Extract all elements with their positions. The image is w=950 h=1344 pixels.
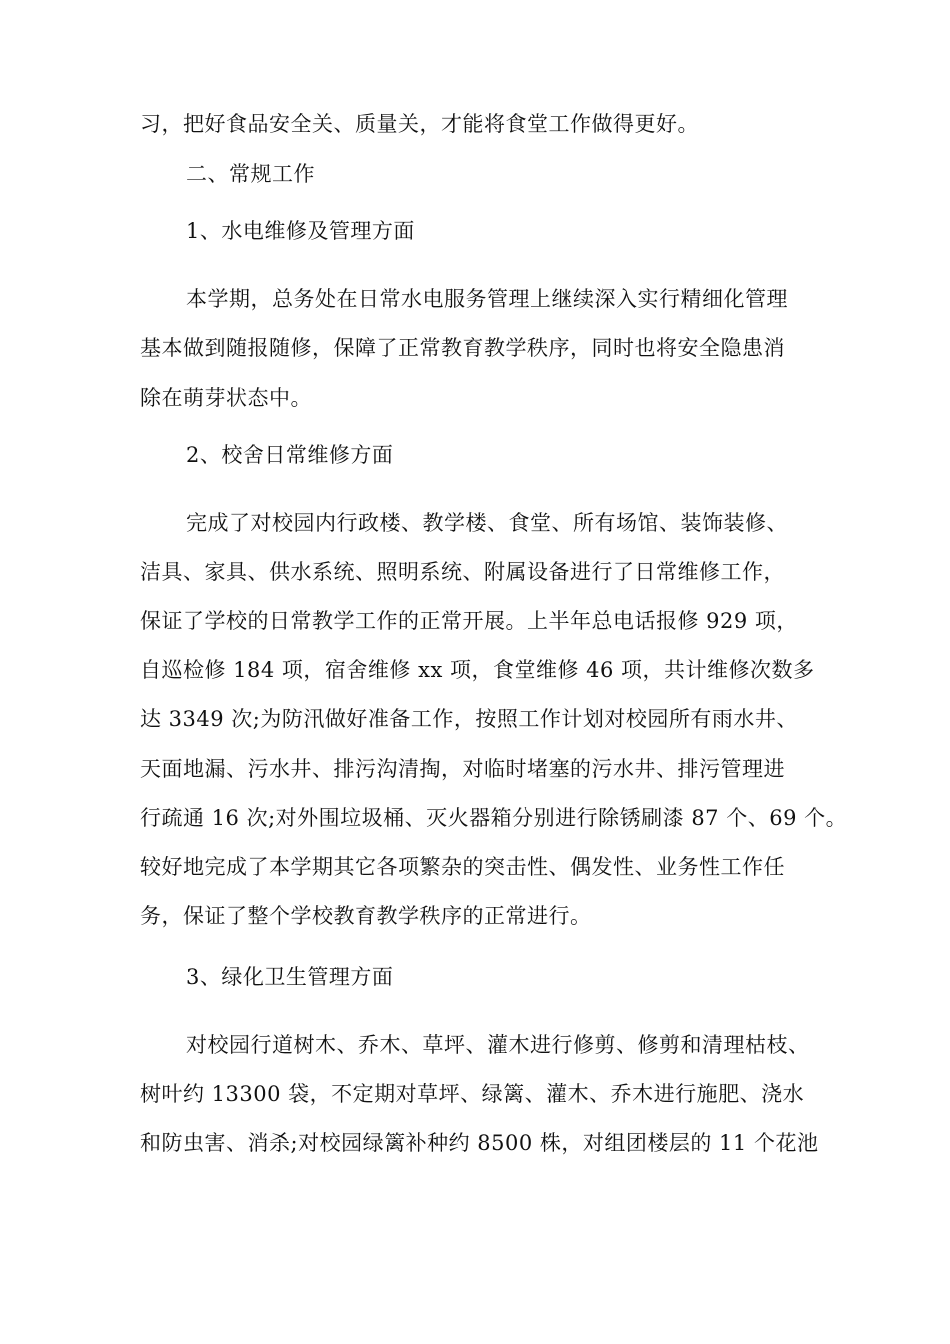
paragraph-line: 对校园行道树木、乔木、草坪、灌木进行修剪、修剪和清理枯枝、 [186, 1033, 810, 1057]
paragraph-line: 较好地完成了本学期其它各项繁杂的突击性、偶发性、业务性工作任 [140, 855, 785, 879]
paragraph-line: 务，保证了整个学校教育教学秩序的正常进行。 [140, 904, 592, 928]
paragraph-line: 自巡检修 184 项，宿舍维修 xx 项，食堂维修 46 项，共计维修次数多 [140, 658, 815, 682]
paragraph-line: 保证了学校的日常教学工作的正常开展。上半年总电话报修 929 项， [140, 609, 798, 633]
subsection-heading: 3、绿化卫生管理方面 [186, 965, 394, 989]
paragraph-line: 除在萌芽状态中。 [140, 386, 312, 410]
paragraph-line: 洁具、家具、供水系统、照明系统、附属设备进行了日常维修工作， [140, 560, 785, 584]
paragraph-line: 达 3349 次;为防汛做好准备工作，按照工作计划对校园所有雨水井、 [140, 707, 798, 731]
paragraph-line: 完成了对校园内行政楼、教学楼、食堂、所有场馆、装饰装修、 [186, 511, 788, 535]
paragraph-line: 本学期，总务处在日常水电服务管理上继续深入实行精细化管理 [186, 287, 788, 311]
paragraph-line: 天面地漏、污水井、排污沟清掏，对临时堵塞的污水井、排污管理进 [140, 757, 785, 781]
paragraph-line: 和防虫害、消杀;对校园绿篱补种约 8500 株，对组团楼层的 11 个花池 [140, 1131, 819, 1155]
paragraph-line: 习，把好食品安全关、质量关，才能将食堂工作做得更好。 [140, 112, 699, 136]
paragraph-line: 树叶约 13300 袋，不定期对草坪、绿篱、灌木、乔木进行施肥、浇水 [140, 1082, 805, 1106]
paragraph-line: 基本做到随报随修，保障了正常教育教学秩序，同时也将安全隐患消 [140, 336, 785, 360]
subsection-heading: 2、校舍日常维修方面 [186, 443, 394, 467]
paragraph-line: 行疏通 16 次;对外围垃圾桶、灭火器箱分别进行除锈刷漆 87 个、69 个。 [140, 806, 848, 830]
subsection-heading: 1、水电维修及管理方面 [186, 219, 415, 243]
section-heading: 二、常规工作 [186, 162, 315, 186]
